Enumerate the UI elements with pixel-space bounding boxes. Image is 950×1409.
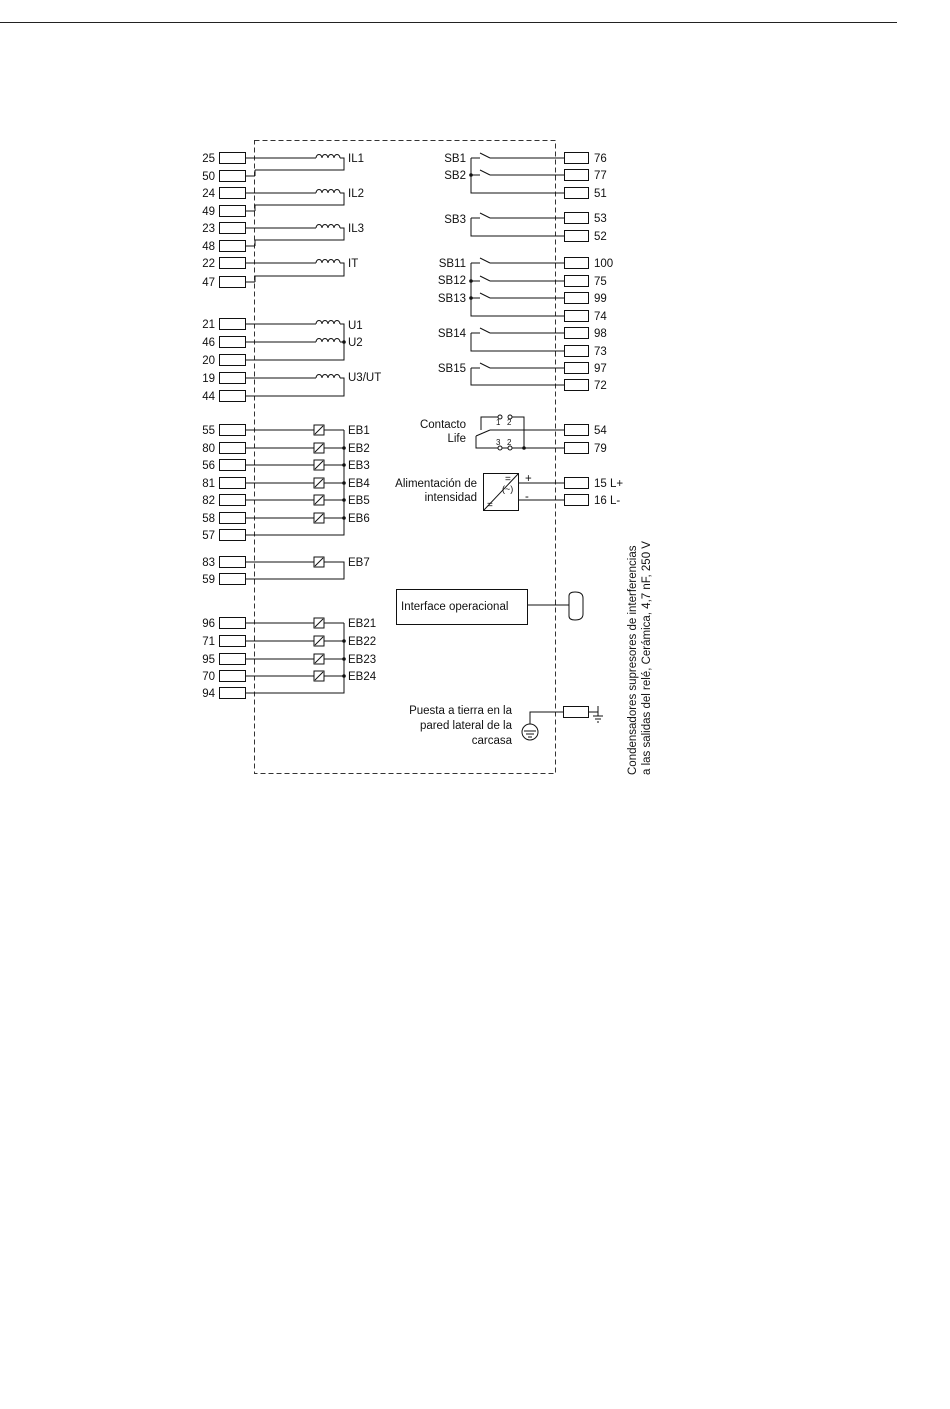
junction-dot: [342, 340, 346, 344]
relay-label: SB2: [444, 170, 466, 182]
relay-contact: [480, 363, 490, 368]
voltage-input-label: U1: [348, 320, 363, 332]
relay-label: SB14: [437, 328, 466, 340]
terminal-block: [565, 276, 589, 287]
wire: [512, 417, 524, 448]
terminal-number: 25: [202, 153, 215, 165]
terminal-block: [565, 231, 589, 242]
coil-symbol: [316, 375, 340, 378]
terminal-block: [565, 478, 589, 489]
terminal-block: [565, 380, 589, 391]
terminal-number: 57: [202, 530, 215, 542]
terminal-block: [220, 373, 246, 384]
power-ac-symbol: (~): [502, 484, 514, 494]
power-out-symbol: =: [487, 500, 493, 511]
terminal-number: 50: [202, 171, 215, 183]
terminal-number: 76: [594, 153, 607, 165]
terminal-block: [565, 443, 589, 454]
voltage-input-label: U2: [348, 337, 363, 349]
terminal-number: 15 L+: [594, 478, 624, 490]
voltage-input-label: U3/UT: [348, 372, 382, 384]
power-supply-label: intensidad: [424, 492, 477, 504]
relay-label: SB13: [437, 293, 466, 305]
terminal-block: [220, 391, 246, 402]
terminal-block: [220, 688, 246, 699]
current-input-label: IL2: [348, 188, 364, 200]
relay-label: SB3: [444, 214, 466, 226]
terminal-block: [564, 707, 589, 718]
terminal-number: 83: [202, 557, 215, 569]
terminal-number: 16 L-: [594, 495, 621, 507]
coil-symbol: [316, 260, 340, 264]
power-minus-label: -: [525, 491, 529, 503]
terminal-block: [220, 443, 246, 454]
terminal-number: 74: [594, 311, 607, 323]
wire: [471, 368, 555, 385]
terminal-number: 98: [594, 328, 607, 340]
binary-input-label: EB1: [348, 425, 370, 437]
binary-input-label: EB5: [348, 495, 370, 507]
binary-input-label: EB3: [348, 460, 370, 472]
terminal-block: [565, 328, 589, 339]
terminal-number: 71: [202, 636, 215, 648]
terminal-number: 51: [594, 188, 607, 200]
terminal-block: [220, 636, 246, 647]
life-contact-label: Life: [447, 433, 466, 445]
relay-contact: [480, 276, 490, 281]
terminal-block: [220, 530, 246, 541]
junction-dot: [469, 296, 473, 300]
terminal-number: 58: [202, 513, 215, 525]
terminal-block: [565, 170, 589, 181]
terminal-number: 95: [202, 654, 215, 666]
binary-input-label: EB24: [348, 671, 377, 683]
coil-symbol: [316, 155, 340, 158]
terminal-number: 47: [202, 277, 215, 289]
relay-contact: [480, 170, 490, 175]
capacitor-note-line: Condensadores supresores de interferencias: [627, 545, 639, 775]
junction-dot: [522, 446, 526, 450]
wire: [476, 436, 498, 448]
terminal-block: [220, 153, 246, 164]
power-supply-label: Alimentación de: [395, 478, 477, 490]
terminal-block: [220, 557, 246, 568]
wire: [255, 158, 344, 170]
wire: [255, 193, 344, 205]
wire: [255, 228, 344, 240]
terminal-number: 79: [594, 443, 607, 455]
terminal-number: 54: [594, 425, 607, 437]
current-input-label: IL1: [348, 153, 364, 165]
terminal-number: 19: [202, 373, 215, 385]
binary-input-label: EB6: [348, 513, 370, 525]
terminal-number: 99: [594, 293, 607, 305]
terminal-block: [220, 337, 246, 348]
power-dc-symbol: =: [505, 474, 511, 485]
binary-input-label: EB22: [348, 636, 377, 648]
terminal-block: [220, 223, 246, 234]
earth-symbol-circle: [522, 724, 538, 740]
relay-contact: [480, 293, 490, 298]
terminal-number: 24: [202, 188, 215, 200]
terminal-number: 23: [202, 223, 215, 235]
terminal-block: [220, 654, 246, 665]
terminal-block: [565, 293, 589, 304]
relay-contact: [480, 258, 490, 263]
terminal-block: [220, 495, 246, 506]
terminal-block: [220, 258, 246, 269]
life-pin-label: 2: [507, 418, 512, 427]
wire: [471, 263, 555, 316]
terminal-number: 77: [594, 170, 607, 182]
relay-label: SB1: [444, 153, 466, 165]
terminal-block: [565, 188, 589, 199]
relay-contact: [480, 153, 490, 158]
terminal-number: 53: [594, 213, 607, 225]
relay-contact: [480, 328, 490, 333]
terminal-block: [220, 574, 246, 585]
coil-symbol: [316, 225, 340, 228]
serial-connector-icon: [569, 592, 583, 620]
terminal-block: [565, 153, 589, 164]
terminal-block: [220, 319, 246, 330]
terminal-block: [220, 171, 246, 182]
relay-label: SB11: [438, 258, 466, 270]
relay-contact: [480, 213, 490, 218]
binary-input-label: EB21: [348, 618, 377, 630]
life-pin-label: 2: [507, 438, 512, 447]
terminal-block: [565, 363, 589, 374]
terminal-number: 97: [594, 363, 607, 375]
terminal-block: [565, 346, 589, 357]
terminal-number: 44: [202, 391, 215, 403]
life-pin-label: 3: [496, 438, 501, 447]
terminal-number: 49: [202, 206, 215, 218]
terminal-number: 46: [202, 337, 215, 349]
terminal-block: [220, 355, 246, 366]
terminal-block: [220, 513, 246, 524]
terminal-block: [565, 311, 589, 322]
terminal-block: [220, 618, 246, 629]
terminal-block: [565, 425, 589, 436]
terminal-number: 21: [202, 319, 215, 331]
terminal-number: 22: [202, 258, 215, 270]
coil-symbol: [316, 339, 340, 343]
terminal-block: [220, 277, 246, 288]
terminal-number: 94: [202, 688, 215, 700]
wire: [255, 562, 344, 579]
terminal-block: [220, 460, 246, 471]
terminal-number: 59: [202, 574, 215, 586]
binary-input-label: EB7: [348, 557, 370, 569]
terminal-block: [220, 206, 246, 217]
terminal-number: 82: [202, 495, 215, 507]
life-contact-label: Contacto: [419, 419, 466, 431]
current-input-label: IT: [348, 258, 359, 270]
terminal-block: [220, 671, 246, 682]
terminal-number: 100: [594, 258, 614, 270]
wire: [471, 333, 555, 351]
terminal-block: [565, 495, 589, 506]
binary-input-label: EB23: [348, 654, 377, 666]
terminal-number: 72: [594, 380, 607, 392]
terminal-number: 20: [202, 355, 215, 367]
coil-symbol: [316, 190, 340, 193]
terminal-number: 48: [202, 241, 215, 253]
wire: [255, 623, 344, 693]
junction-dot: [469, 279, 473, 283]
terminal-number: 55: [202, 425, 215, 437]
capacitor-note-line: a las salidas del relé, Cerámica, 4,7 nF, 250 V: [641, 541, 653, 775]
terminal-block: [565, 258, 589, 269]
relay-housing-outline: [255, 141, 556, 774]
terminal-number: 96: [202, 618, 215, 630]
relay-label: SB12: [437, 275, 466, 287]
power-plus-label: +: [525, 473, 532, 485]
earth-label: carcasa: [471, 735, 512, 747]
junction-dot: [469, 173, 473, 177]
terminal-block: [565, 213, 589, 224]
terminal-number: 81: [202, 478, 215, 490]
terminal-number: 56: [202, 460, 215, 472]
wire: [255, 263, 344, 276]
life-pin-label: 1: [496, 418, 501, 427]
terminal-block: [220, 241, 246, 252]
terminal-number: 52: [594, 231, 607, 243]
terminal-block: [220, 188, 246, 199]
terminal-number: 73: [594, 346, 607, 358]
coil-symbol: [316, 321, 340, 324]
wire: [255, 378, 344, 396]
terminal-number: 75: [594, 276, 607, 288]
binary-input-label: EB2: [348, 443, 370, 455]
wire: [471, 218, 555, 236]
interface-label: Interface operacional: [401, 601, 509, 613]
relay-contact: [476, 430, 490, 436]
current-input-label: IL3: [348, 223, 364, 235]
terminal-block: [220, 478, 246, 489]
earth-label: Puesta a tierra en la: [409, 705, 512, 717]
terminal-block: [220, 425, 246, 436]
relay-label: SB15: [437, 363, 466, 375]
terminal-number: 70: [202, 671, 215, 683]
terminal-number: 80: [202, 443, 215, 455]
earth-label: pared lateral de la: [419, 720, 512, 732]
binary-input-label: EB4: [348, 478, 370, 490]
